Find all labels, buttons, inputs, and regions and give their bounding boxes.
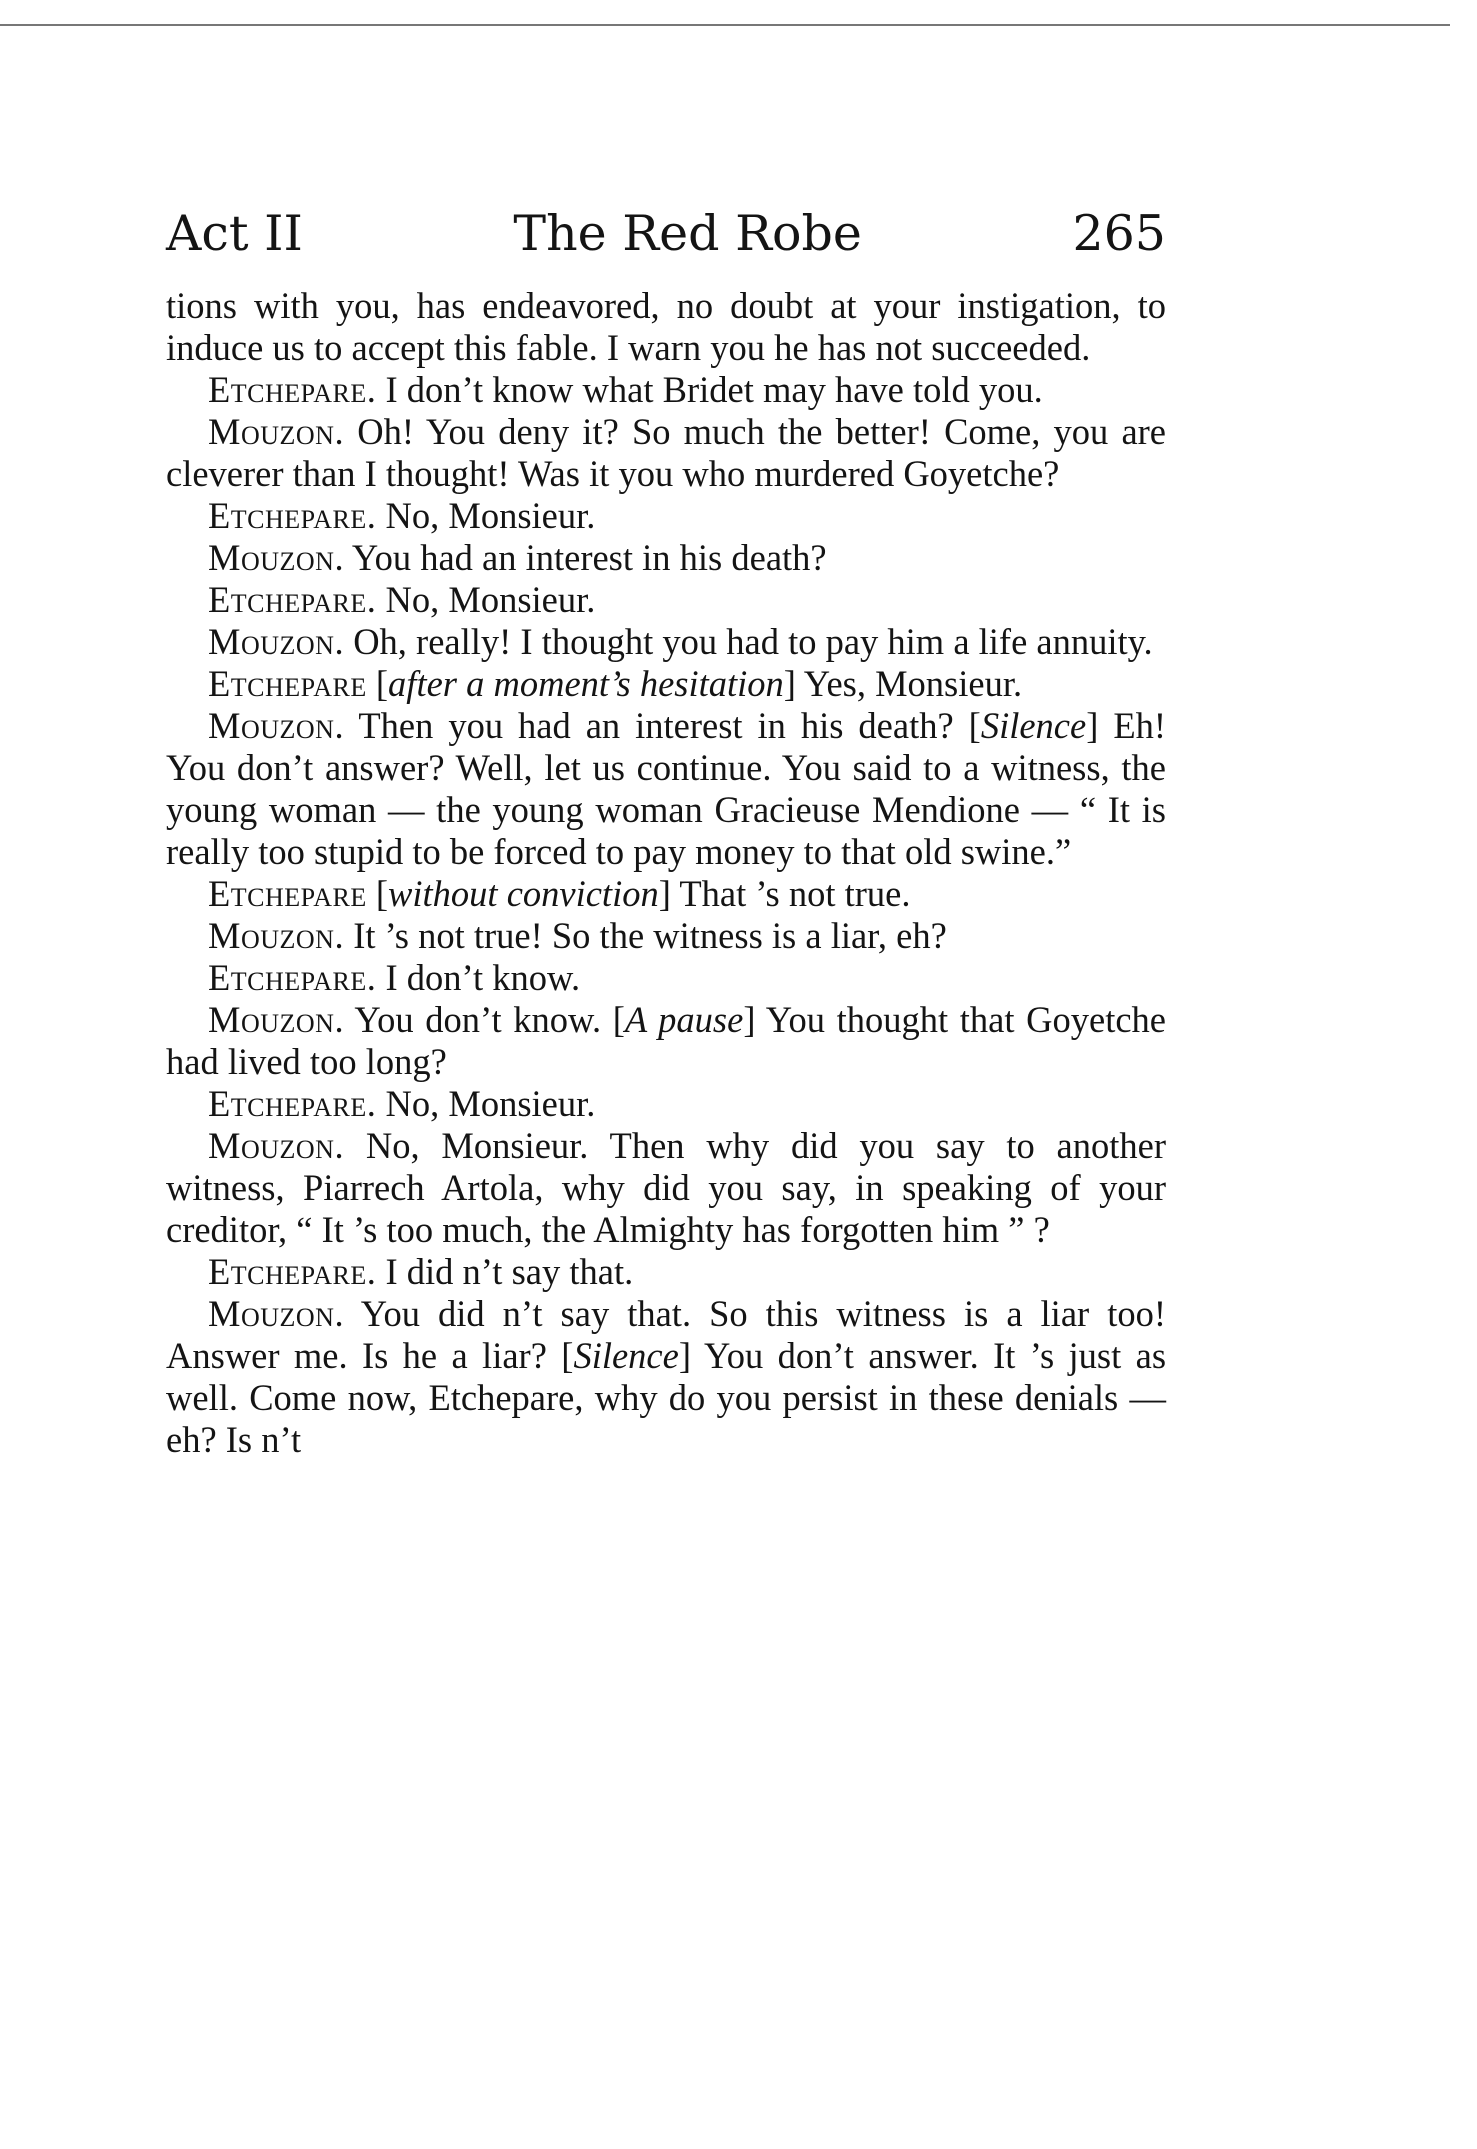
speaker-name: Etchepare. bbox=[208, 1083, 377, 1124]
speaker-name: Etchepare. bbox=[208, 579, 377, 620]
speaker-name: Mouzon. bbox=[208, 411, 345, 452]
speech-text: Oh, really! I thought you had to pay him a life annuity. bbox=[353, 621, 1153, 662]
dialogue-line bbox=[166, 369, 1166, 411]
dialogue-line bbox=[166, 1293, 1166, 1461]
dialogue-line bbox=[166, 1125, 1166, 1251]
dialogue-line bbox=[166, 495, 1166, 537]
speech-text: I did n’t say that. bbox=[385, 1251, 634, 1292]
stage-direction-text: without conviction bbox=[388, 873, 659, 914]
continued-text bbox=[166, 285, 1166, 369]
top-rule bbox=[0, 24, 1450, 26]
speech-text: I don’t know what Bridet may have told you. bbox=[385, 369, 1043, 410]
speaker-name: Mouzon. bbox=[208, 705, 345, 746]
stage-direction-text: Silence bbox=[573, 1335, 679, 1376]
speaker-name: Etchepare bbox=[208, 663, 367, 704]
stage-direction: [after a moment’s hesitation] bbox=[375, 663, 796, 704]
book-page bbox=[166, 205, 1166, 1461]
dialogue-line bbox=[166, 1083, 1166, 1125]
speaker-name: Etchepare. bbox=[208, 369, 377, 410]
dialogue-line bbox=[166, 537, 1166, 579]
dialogue-line bbox=[166, 915, 1166, 957]
speaker-name: Etchepare bbox=[208, 873, 367, 914]
stage-direction-text: Silence bbox=[980, 705, 1087, 746]
stage-direction: [Silence] bbox=[561, 1335, 691, 1376]
speech-text: You don’t answer. It ’s just as well. Come now, Etchepare, why do you persist in these denials — eh? Is n’t bbox=[166, 1335, 1167, 1460]
speaker-name: Mouzon. bbox=[208, 915, 345, 956]
speaker-name: Mouzon. bbox=[208, 537, 345, 578]
stage-direction-text: A pause bbox=[624, 999, 744, 1040]
speaker-name: Mouzon. bbox=[208, 1293, 345, 1334]
speech-text: tions with you, has endeavored, no doubt at your instigation, to induce us to accept this fable. I warn you he has not succeeded. bbox=[166, 285, 1166, 368]
stage-direction: [without conviction] bbox=[375, 873, 671, 914]
act-label: Act II bbox=[166, 205, 303, 262]
dialogue-line bbox=[166, 873, 1166, 915]
speech-text: That ’s not true. bbox=[679, 873, 911, 914]
dialogue-line bbox=[166, 957, 1166, 999]
speech-text: No, Monsieur. bbox=[385, 495, 596, 536]
speech-text: No, Monsieur. Then why did you say to another witness, Piarrech Artola, why did you say, in speaking of your creditor, “ It ’s too much, the Almighty has forgotten him ” ? bbox=[166, 1125, 1166, 1250]
speaker-name: Mouzon. bbox=[208, 1125, 345, 1166]
speech-text: Yes, Monsieur. bbox=[803, 663, 1023, 704]
speaker-name: Etchepare. bbox=[208, 957, 377, 998]
speech-text: It ’s not true! So the witness is a liar, eh? bbox=[353, 915, 947, 956]
speaker-name: Etchepare. bbox=[208, 1251, 377, 1292]
speech-text: Then you had an interest in his death? bbox=[358, 705, 954, 746]
speech-text: You thought that Goyetche had lived too long? bbox=[166, 999, 1166, 1082]
dialogue-line bbox=[166, 621, 1166, 663]
dialogue-line bbox=[166, 705, 1166, 873]
speech-text: No, Monsieur. bbox=[385, 1083, 596, 1124]
stage-direction: [Silence] bbox=[968, 705, 1099, 746]
speech-text: I don’t know. bbox=[385, 957, 581, 998]
speech-text: You had an interest in his death? bbox=[351, 537, 827, 578]
dialogue-line bbox=[166, 411, 1166, 495]
speech-text: No, Monsieur. bbox=[385, 579, 596, 620]
speaker-name: Etchepare. bbox=[208, 495, 377, 536]
dialogue-line bbox=[166, 663, 1166, 705]
page-number: 265 bbox=[1072, 205, 1166, 262]
dialogue-line bbox=[166, 579, 1166, 621]
speech-text: You did n’t say that. So this witness is a liar too! Answer me. Is he a liar? bbox=[166, 1293, 1166, 1376]
speech-text: Oh! You deny it? So much the better! Come, you are cleverer than I thought! Was it you who murdered Goyetche? bbox=[166, 411, 1167, 494]
speaker-name: Mouzon. bbox=[208, 621, 345, 662]
speech-text: Eh! You don’t answer? Well, let us continue. You said to a witness, the young woman — the young woman Gracieuse Mendione — “ It is really too stupid to be forced to pay money to that old swine.” bbox=[166, 705, 1167, 872]
running-header bbox=[166, 205, 1166, 275]
stage-direction: [A pause] bbox=[612, 999, 756, 1040]
dialogue-line bbox=[166, 1251, 1166, 1293]
speech-text: You don’t know. bbox=[354, 999, 602, 1040]
page-body bbox=[166, 285, 1166, 1461]
speaker-name: Mouzon. bbox=[208, 999, 345, 1040]
book-title: The Red Robe bbox=[513, 205, 862, 262]
stage-direction-text: after a moment’s hesitation bbox=[388, 663, 784, 704]
dialogue-line bbox=[166, 999, 1166, 1083]
